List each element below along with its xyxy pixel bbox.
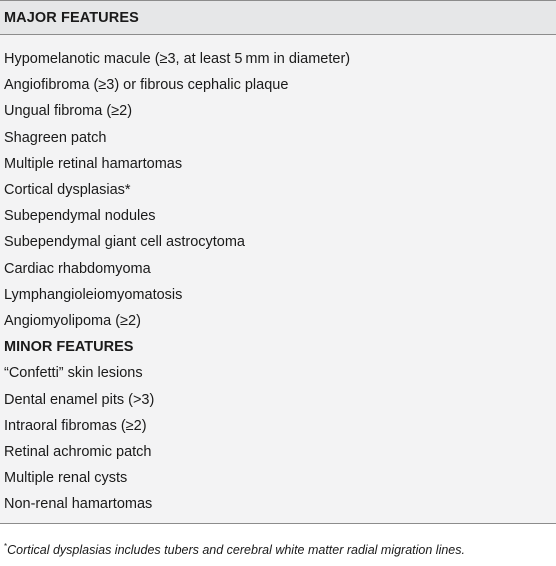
major-feature-row: Cortical dysplasias* xyxy=(4,182,131,199)
minor-feature-row: Intraoral fibromas (≥2) xyxy=(4,417,147,434)
minor-feature-row: Retinal achromic patch xyxy=(4,443,152,460)
major-feature-row: Subependymal giant cell astrocytoma xyxy=(4,234,245,251)
table-header xyxy=(0,0,556,35)
major-feature-row: Angiomyolipoma (≥2) xyxy=(4,312,141,329)
table-body xyxy=(0,35,556,524)
minor-feature-row: Multiple renal cysts xyxy=(4,470,128,487)
major-feature-row: Cardiac rhabdomyoma xyxy=(4,260,151,277)
minor-feature-row: “Confetti” skin lesions xyxy=(4,365,143,382)
minor-feature-row: Non-renal hamartomas xyxy=(4,496,153,513)
major-feature-row: Shagreen patch xyxy=(4,129,107,146)
major-feature-row: Hypomelanotic macule (≥3, at least 5 mm in diameter) xyxy=(4,51,351,68)
major-feature-row: Lymphangioleiomyomatosis xyxy=(4,286,183,303)
major-features-heading: MAJOR FEATURES xyxy=(4,9,139,26)
minor-features-heading: MINOR FEATURES xyxy=(4,339,134,356)
major-feature-row: Ungual fibroma (≥2) xyxy=(4,103,133,120)
major-feature-row: Subependymal nodules xyxy=(4,208,156,225)
footnote-marker: * xyxy=(4,542,8,551)
major-feature-row: Angiofibroma (≥3) or fibrous cephalic plaque xyxy=(4,77,289,94)
minor-feature-row: Dental enamel pits (>3) xyxy=(4,391,155,408)
footnote-text: Cortical dysplasias includes tubers and cerebral white matter radial migration lines. xyxy=(7,543,465,557)
major-feature-row: Multiple retinal hamartomas xyxy=(4,155,183,172)
table-footnote xyxy=(4,542,465,557)
